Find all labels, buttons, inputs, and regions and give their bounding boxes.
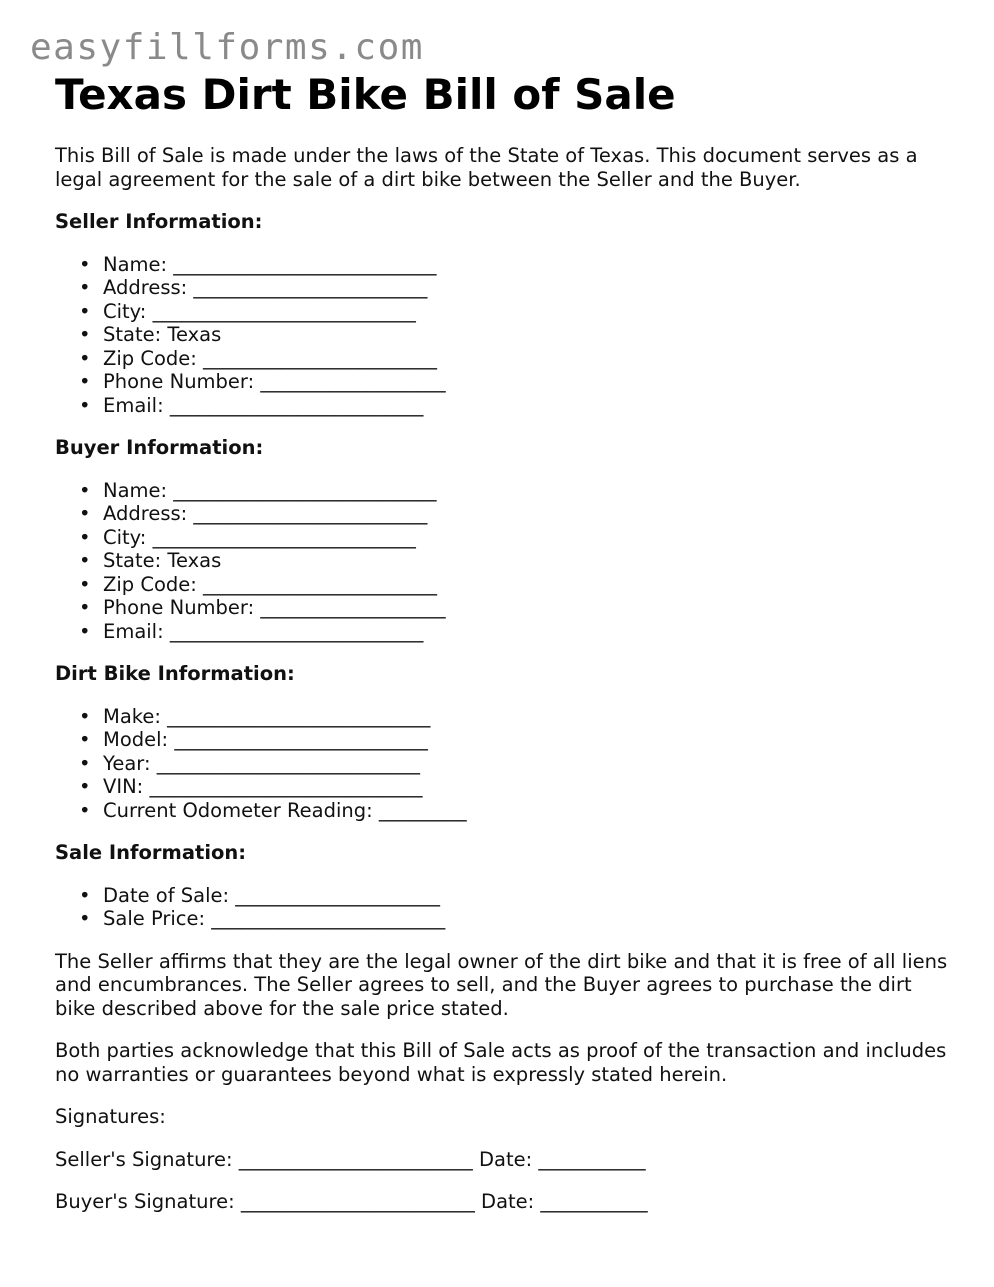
seller-name-field[interactable]: • Name: ___________________________ — [103, 253, 955, 277]
buyer-heading: Buyer Information: — [55, 436, 264, 459]
sale-date-field[interactable]: • Date of Sale: _____________________ — [103, 884, 955, 908]
sale-heading: Sale Information: — [55, 841, 247, 864]
buyer-city-field[interactable]: • City: ___________________________ — [103, 526, 955, 550]
buyer-zip-field[interactable]: • Zip Code: ________________________ — [103, 573, 955, 597]
buyer-signature-line[interactable]: Buyer's Signature: ________________________ Date: ___________ — [55, 1190, 648, 1213]
buyer-list — [55, 479, 955, 644]
bike-odometer-field[interactable]: • Current Odometer Reading: _________ — [103, 799, 955, 823]
watermark: easyfillforms.com — [30, 27, 424, 68]
seller-phone-field[interactable]: • Phone Number: ___________________ — [103, 370, 955, 394]
buyer-name-field[interactable]: • Name: ___________________________ — [103, 479, 955, 503]
intro-paragraph: This Bill of Sale is made under the laws of the State of Texas. This document serves as a legal agreement for the sale of a dirt bike between the Seller and the Buyer. — [55, 144, 918, 191]
seller-zip-field[interactable]: • Zip Code: ________________________ — [103, 347, 955, 371]
buyer-email-field[interactable]: • Email: __________________________ — [103, 620, 955, 644]
document-body — [55, 144, 955, 1233]
acknowledgment-paragraph: Both parties acknowledge that this Bill of Sale acts as proof of the transaction and includes no warranties or guarantees beyond what is expressly stated herein. — [55, 1039, 947, 1086]
document-title: Texas Dirt Bike Bill of Sale — [55, 70, 676, 119]
seller-heading: Seller Information: — [55, 210, 263, 233]
seller-city-field[interactable]: • City: ___________________________ — [103, 300, 955, 324]
sale-list — [55, 884, 955, 931]
bike-year-field[interactable]: • Year: ___________________________ — [103, 752, 955, 776]
seller-email-field[interactable]: • Email: __________________________ — [103, 394, 955, 418]
bike-make-field[interactable]: • Make: ___________________________ — [103, 705, 955, 729]
buyer-state-field: • State: Texas — [103, 549, 955, 573]
seller-state-field: • State: Texas — [103, 323, 955, 347]
affirmation-paragraph: The Seller affirms that they are the legal owner of the dirt bike and that it is free of all liens and encumbrances. The Seller agrees to sell, and the Buyer agrees to purchase the dirt bike described above for the sale price stated. — [55, 949, 948, 1020]
bike-model-field[interactable]: • Model: __________________________ — [103, 728, 955, 752]
bike-vin-field[interactable]: • VIN: ____________________________ — [103, 775, 955, 799]
bike-heading: Dirt Bike Information: — [55, 662, 295, 685]
bike-list — [55, 705, 955, 823]
seller-address-field[interactable]: • Address: ________________________ — [103, 276, 955, 300]
buyer-phone-field[interactable]: • Phone Number: ___________________ — [103, 596, 955, 620]
seller-list — [55, 253, 955, 418]
seller-signature-line[interactable]: Seller's Signature: ________________________ Date: ___________ — [55, 1147, 646, 1171]
signatures-label: Signatures: — [55, 1105, 166, 1128]
buyer-address-field[interactable]: • Address: ________________________ — [103, 502, 955, 526]
sale-price-field[interactable]: • Sale Price: ________________________ — [103, 907, 955, 931]
